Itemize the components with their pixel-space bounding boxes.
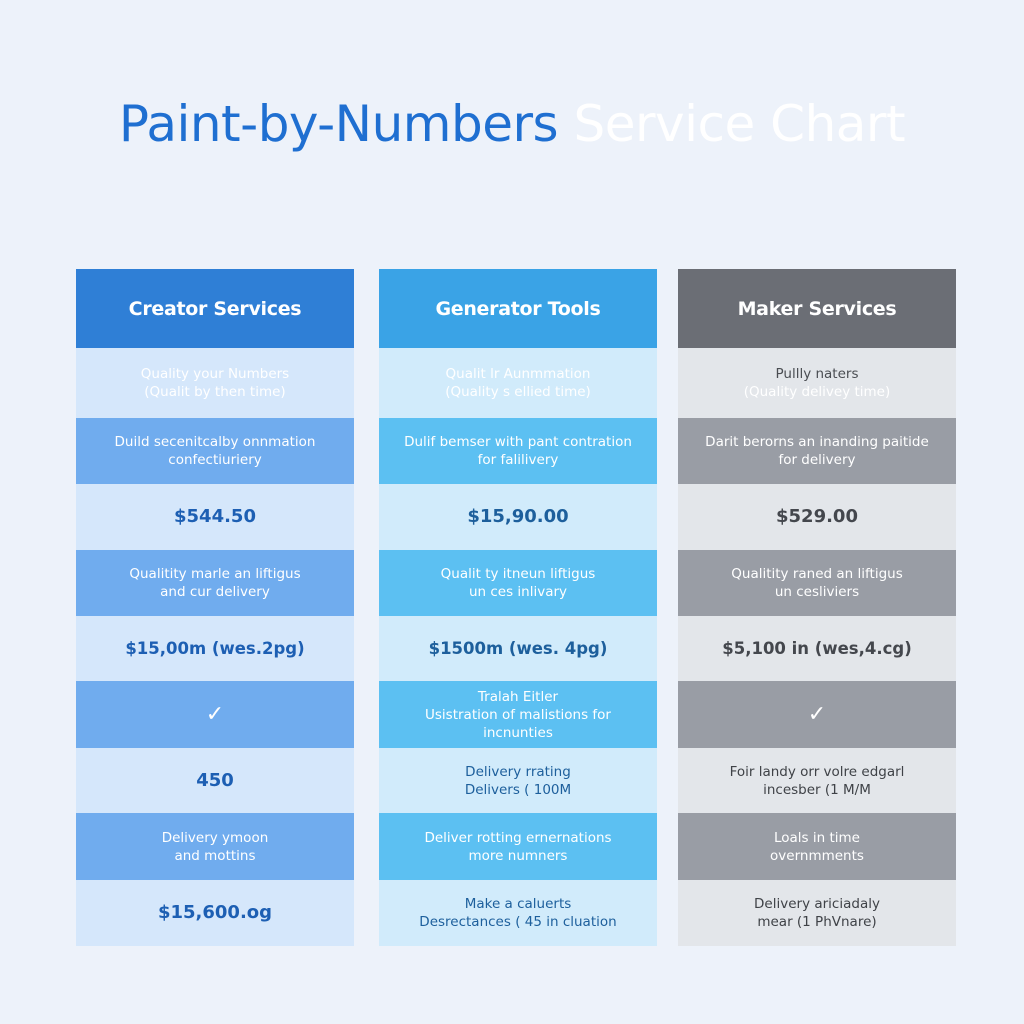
column-maker-services: [678, 269, 956, 946]
creator-row-count: 450: [76, 748, 354, 813]
maker-row-build: Darit berorns an inanding paitide for delivery: [678, 418, 956, 484]
maker-row-quality: [678, 348, 956, 418]
maker-row-rate: $5,100 in (wes,4.cg): [678, 616, 956, 681]
maker-row-price: $529.00: [678, 484, 956, 550]
page-title: [0, 92, 1024, 156]
creator-row-build: Duild secenitcalby onnmation confectiuriery: [76, 418, 354, 484]
column-creator-services: [76, 269, 354, 946]
maker-check-icon: ✓: [678, 681, 956, 748]
generator-row-price: $15,90.00: [379, 484, 657, 550]
column-generator-tools: [379, 269, 657, 946]
creator-row-quality-delivery: Qualitity marle an liftigus and cur delivery: [76, 550, 354, 616]
generator-row-rate: $1500m (wes. 4pg): [379, 616, 657, 681]
maker-row-delivery: Delivery ariciadaly mear (1 PhVnare): [678, 880, 956, 946]
generator-row-illustration: Tralah Eitler Usistration of malistions for incnunties: [379, 681, 657, 748]
creator-check-icon: ✓: [76, 681, 354, 748]
generator-row-deliver-numbers: Deliver rotting ernernations more numners: [379, 813, 657, 880]
generator-row-quality: Qualit lr Aunmmation (Quality s ellied time): [379, 348, 657, 418]
column-header: Generator Tools: [379, 269, 657, 348]
maker-row-timing: Loals in time overnmments: [678, 813, 956, 880]
generator-row-quality-delivery: Qualit ty itneun liftigus un ces inlivary: [379, 550, 657, 616]
title-part-white: Service Chart: [558, 95, 906, 153]
creator-row-quality: Quality your Numbers (Qualit by then time): [76, 348, 354, 418]
creator-row-delivery: Delivery ymoon and mottins: [76, 813, 354, 880]
maker-row-quality-line2: (Quality delivey time): [743, 384, 891, 400]
creator-row-rate: $15,00m (wes.2pg): [76, 616, 354, 681]
generator-row-build: Dulif bemser with pant contration for falilivery: [379, 418, 657, 484]
generator-row-make: Make a caluerts Desrectances ( 45 in cluation: [379, 880, 657, 946]
generator-row-delivery-rating: Delivery rrating Delivers ( 100M: [379, 748, 657, 813]
creator-row-price: $544.50: [76, 484, 354, 550]
column-header: Creator Services: [76, 269, 354, 348]
maker-row-quality-line1: Pullly naters: [775, 366, 859, 382]
creator-row-total: $15,600.og: [76, 880, 354, 946]
column-header: Maker Services: [678, 269, 956, 348]
title-part-blue: Paint-by-Numbers: [118, 95, 559, 153]
maker-row-delivery-rating: Foir landy orr volre edgarl incesber (1 M/M: [678, 748, 956, 813]
maker-row-quality-delivery: Qualitity raned an liftigus un cesliviers: [678, 550, 956, 616]
